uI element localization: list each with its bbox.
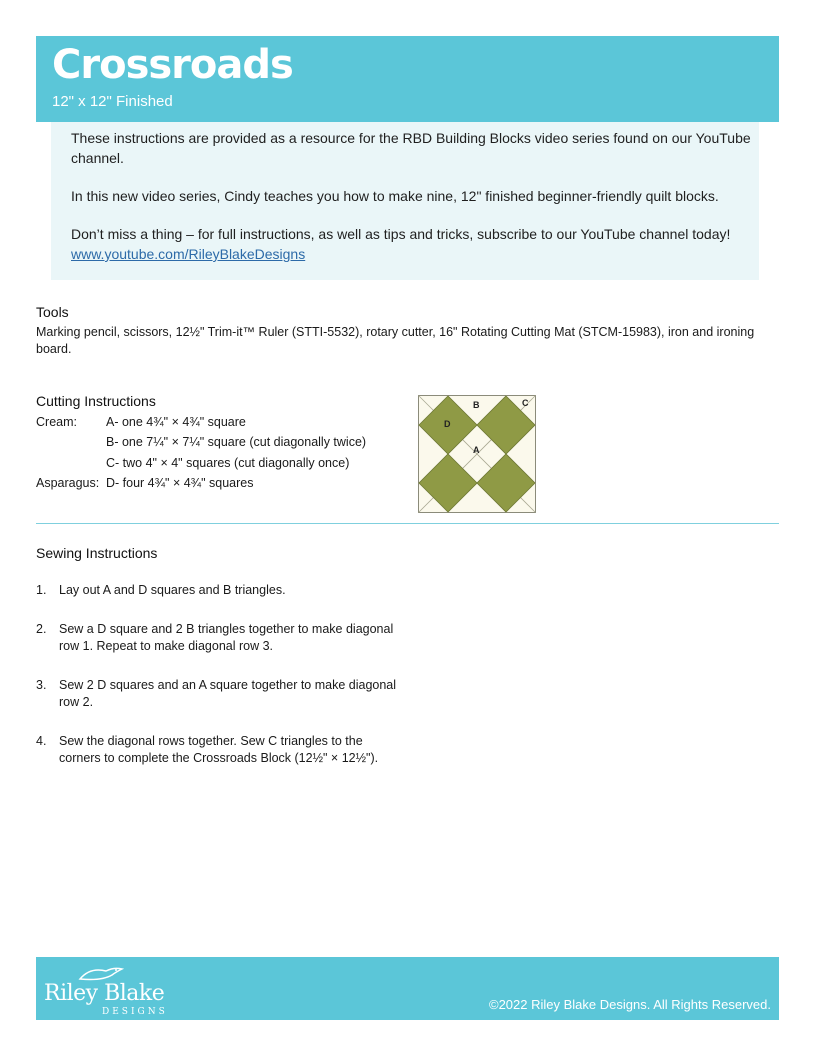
cutting-heading: Cutting Instructions (36, 393, 156, 409)
cutting-fabric-label: Cream: (36, 415, 77, 429)
label-c: C (522, 398, 529, 408)
intro-paragraph-3 (71, 224, 751, 264)
label-b: B (473, 400, 480, 410)
step-text: Sew the diagonal rows together. Sew C triangles to the corners to complete the Crossroads Block (12½" × 12½"). (59, 734, 379, 765)
bird-icon (72, 963, 132, 983)
title-banner (36, 36, 779, 122)
cutting-row-b: B- one 7¼" × 7¼" square (cut diagonally twice) (106, 435, 367, 449)
cutting-fabric-label: Asparagus: (36, 476, 100, 490)
intro-paragraph-2: In this new video series, Cindy teaches you how to make nine, 12" finished beginner-friendly quilt blocks. (71, 188, 719, 204)
label-a: A (473, 445, 480, 455)
step-text: Sew 2 D squares and an A square together to make diagonal row 2. (59, 678, 397, 709)
page-title: Crossroads (52, 42, 293, 88)
footer-banner (36, 957, 779, 1020)
copyright-text: ©2022 Riley Blake Designs. All Rights Reserved. (489, 997, 771, 1012)
step-text: Lay out A and D squares and B triangles. (59, 583, 286, 597)
logo-subtitle: DESIGNS (102, 1007, 168, 1017)
intro-paragraph-1: These instructions are provided as a resource for the RBD Building Blocks video series found on our YouTube channel. (71, 130, 751, 166)
step-text: Sew a D square and 2 B triangles together to make diagonal row 1. Repeat to make diagonal row 3. (59, 622, 394, 653)
tools-heading: Tools (36, 304, 69, 320)
crossroads-block-diagram (418, 395, 536, 513)
step-number: 4. (36, 734, 47, 748)
sewing-heading: Sewing Instructions (36, 545, 158, 561)
section-divider (36, 523, 779, 524)
step-number: 1. (36, 583, 47, 597)
page-subtitle: 12" x 12" Finished (52, 93, 173, 110)
cutting-row-d: D- four 4¾" × 4¾" squares (106, 476, 254, 490)
tools-text: Marking pencil, scissors, 12½" Trim-it™ Ruler (STTI-5532), rotary cutter, 16" Rotating Cutting Mat (STCM-15983), iron and ironing board. (36, 325, 755, 356)
intro-paragraph-3-text: Don’t miss a thing – for full instructions, as well as tips and tricks, subscribe to our YouTube channel today! (71, 226, 731, 242)
label-d: D (444, 419, 451, 429)
step-number: 3. (36, 678, 47, 692)
step-number: 2. (36, 622, 47, 636)
cutting-row-c: C- two 4" × 4" squares (cut diagonally once) (106, 456, 350, 470)
logo-name: Riley Blake (44, 981, 165, 1006)
cutting-row-a: A- one 4¾" × 4¾" square (106, 415, 246, 429)
youtube-link[interactable]: www.youtube.com/RileyBlakeDesigns (71, 246, 306, 262)
intro-box (51, 122, 759, 280)
riley-blake-logo (44, 963, 194, 1017)
